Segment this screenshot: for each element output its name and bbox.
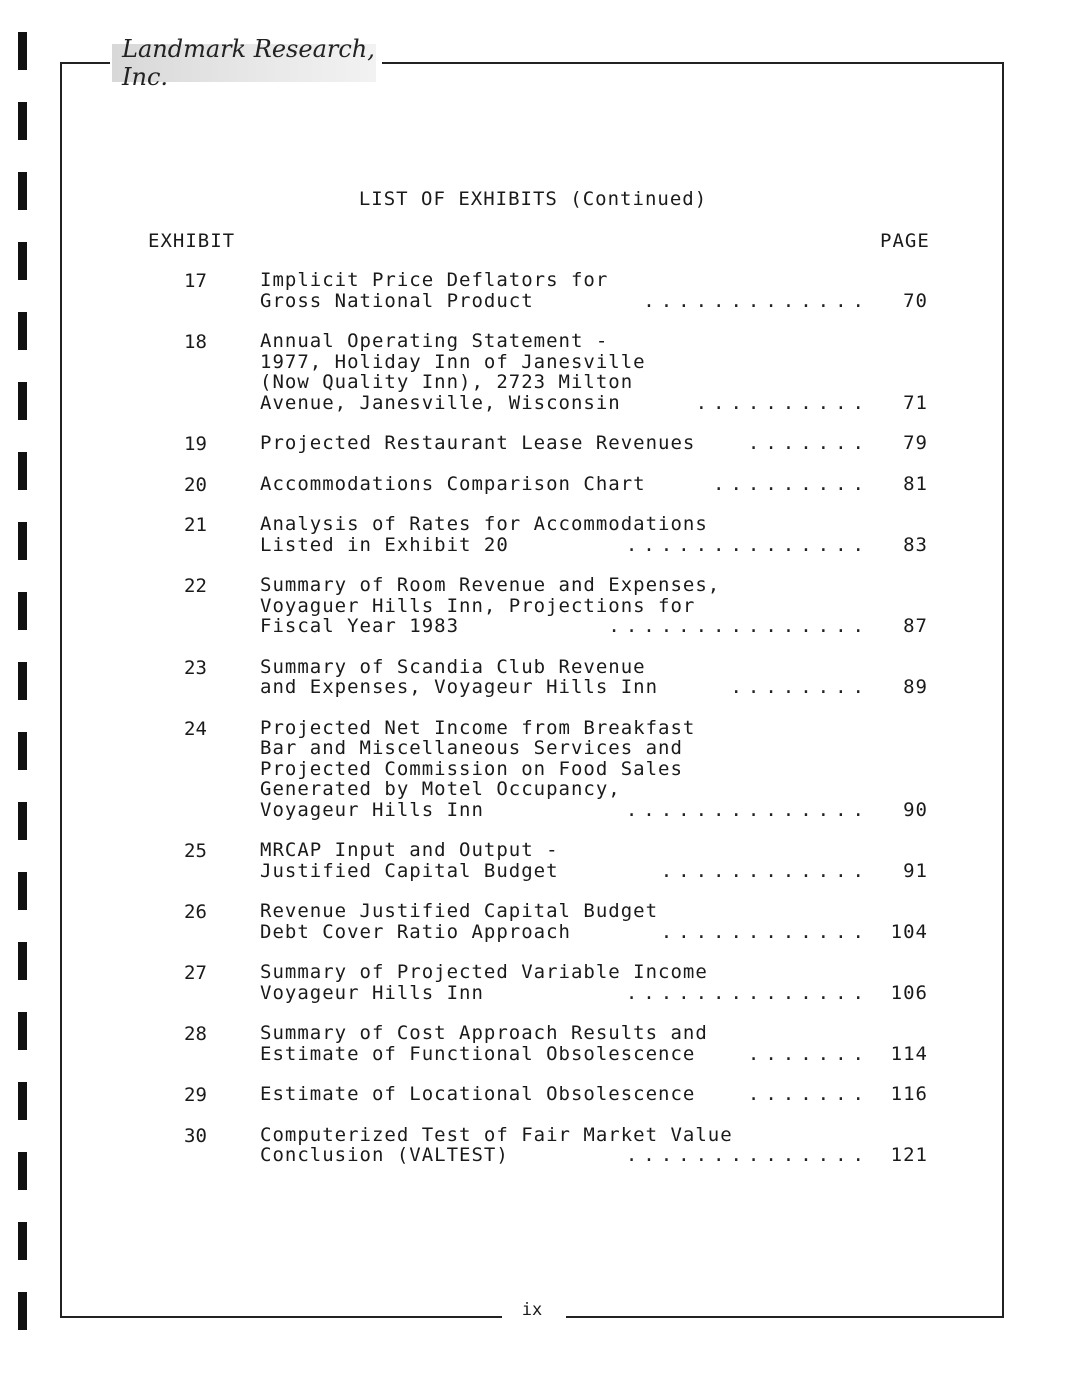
- exhibit-page: 70: [903, 289, 928, 312]
- exhibit-title: Accommodations Comparison Chart: [260, 472, 646, 495]
- exhibit-entry: [150, 1023, 940, 1064]
- dot-leader: ..........: [695, 391, 870, 414]
- exhibit-column-header: EXHIBIT: [148, 230, 236, 252]
- dot-leader: ........: [730, 676, 870, 698]
- exhibit-title: Projected Net Income from Breakfast Bar and Miscellaneous Services and Projected Commission on Food Sales Generated by Motel Occupancy, Voyageur Hills Inn: [260, 716, 696, 821]
- dot-leader: ..............: [625, 981, 870, 1004]
- frame-left-border: [60, 62, 62, 1318]
- exhibit-entry: [150, 657, 940, 698]
- exhibit-title: Summary of Cost Approach Results and Estimate of Functional Obsolescence: [260, 1022, 708, 1065]
- exhibit-entry: [150, 433, 940, 454]
- exhibit-page: 87: [903, 615, 928, 637]
- dot-leader: ...............: [608, 615, 870, 637]
- exhibit-title: Computerized Test of Fair Market Value Conclusion (VALTEST): [260, 1123, 733, 1166]
- exhibit-number: 22: [184, 575, 207, 597]
- exhibit-entry: [150, 718, 940, 821]
- exhibit-number: 20: [184, 473, 207, 496]
- exhibit-page: 114: [890, 1042, 928, 1065]
- exhibit-page: 83: [903, 533, 928, 556]
- dot-leader: ..............: [625, 798, 870, 821]
- exhibit-title: Estimate of Locational Obsolescence: [260, 1083, 696, 1105]
- exhibit-entry: [150, 962, 940, 1003]
- frame-top-border: [60, 62, 110, 64]
- exhibit-number: 25: [184, 840, 207, 862]
- exhibit-title: Revenue Justified Capital Budget Debt Cover Ratio Approach: [260, 900, 659, 943]
- exhibit-entry: [150, 514, 940, 555]
- exhibit-page: 71: [903, 391, 928, 414]
- exhibit-entry: [150, 270, 940, 311]
- exhibit-list: [150, 270, 940, 1186]
- exhibit-entry: [150, 575, 940, 637]
- exhibit-page: 81: [903, 472, 928, 495]
- dot-leader: .......: [747, 1042, 870, 1065]
- exhibit-page: 116: [890, 1083, 928, 1105]
- dot-leader: .........: [713, 472, 870, 495]
- exhibit-entry: [150, 474, 940, 495]
- exhibit-title: Summary of Room Revenue and Expenses, Voyaguer Hills Inn, Projections for Fiscal Year 1983: [260, 574, 721, 637]
- dot-leader: .............: [643, 289, 870, 312]
- dot-leader: .......: [747, 432, 870, 454]
- frame-bottom-border: [566, 1316, 1004, 1318]
- exhibit-number: 28: [184, 1023, 207, 1045]
- page-number: ix: [521, 1300, 543, 1320]
- exhibit-entry: [150, 1084, 940, 1105]
- dot-leader: ..............: [625, 1144, 870, 1166]
- frame-top-border: [382, 62, 1004, 64]
- exhibit-page: 106: [890, 981, 928, 1004]
- exhibit-number: 23: [184, 656, 207, 679]
- exhibit-title: MRCAP Input and Output - Justified Capital Budget: [260, 839, 559, 882]
- dot-leader: ............: [660, 920, 870, 943]
- exhibit-number: 18: [184, 331, 207, 353]
- dot-leader: .......: [747, 1083, 870, 1105]
- exhibit-entry: [150, 331, 940, 413]
- page-column-header: PAGE: [880, 230, 930, 252]
- exhibit-title: Analysis of Rates for Accommodations Listed in Exhibit 20: [260, 513, 708, 556]
- frame-right-border: [1002, 62, 1004, 1318]
- exhibit-title: Projected Restaurant Lease Revenues: [260, 432, 696, 454]
- exhibit-title: Summary of Scandia Club Revenue and Expenses, Voyageur Hills Inn: [260, 655, 659, 698]
- exhibit-page: 121: [890, 1144, 928, 1166]
- exhibit-page: 104: [890, 920, 928, 943]
- exhibit-number: 26: [184, 901, 207, 923]
- company-logo: Landmark Research, Inc.: [112, 44, 376, 82]
- exhibit-entry: [150, 1125, 940, 1166]
- exhibit-title: Summary of Projected Variable Income Voyageur Hills Inn: [260, 961, 708, 1004]
- frame-bottom-border: [60, 1316, 502, 1318]
- exhibit-number: 19: [184, 433, 207, 455]
- exhibit-page: 79: [903, 432, 928, 454]
- exhibit-title: Annual Operating Statement - 1977, Holiday Inn of Janesville (Now Quality Inn), 2723 Milton Avenue, Janesville, Wisconsin: [260, 330, 646, 414]
- exhibit-number: 30: [184, 1124, 207, 1147]
- exhibit-number: 21: [184, 514, 207, 536]
- exhibit-number: 29: [184, 1084, 207, 1106]
- exhibit-number: 27: [184, 962, 207, 984]
- dot-leader: ..............: [625, 533, 870, 556]
- exhibit-page: 89: [903, 676, 928, 698]
- exhibit-entry: [150, 840, 940, 881]
- exhibit-page: 91: [903, 859, 928, 882]
- page-title: LIST OF EXHIBITS (Continued): [358, 188, 708, 210]
- dot-leader: ............: [660, 859, 870, 882]
- exhibit-entry: [150, 901, 940, 942]
- exhibit-number: 17: [184, 270, 207, 292]
- exhibit-page: 90: [903, 798, 928, 821]
- exhibit-number: 24: [184, 717, 207, 740]
- exhibit-title: Implicit Price Deflators for Gross National Product: [260, 269, 609, 312]
